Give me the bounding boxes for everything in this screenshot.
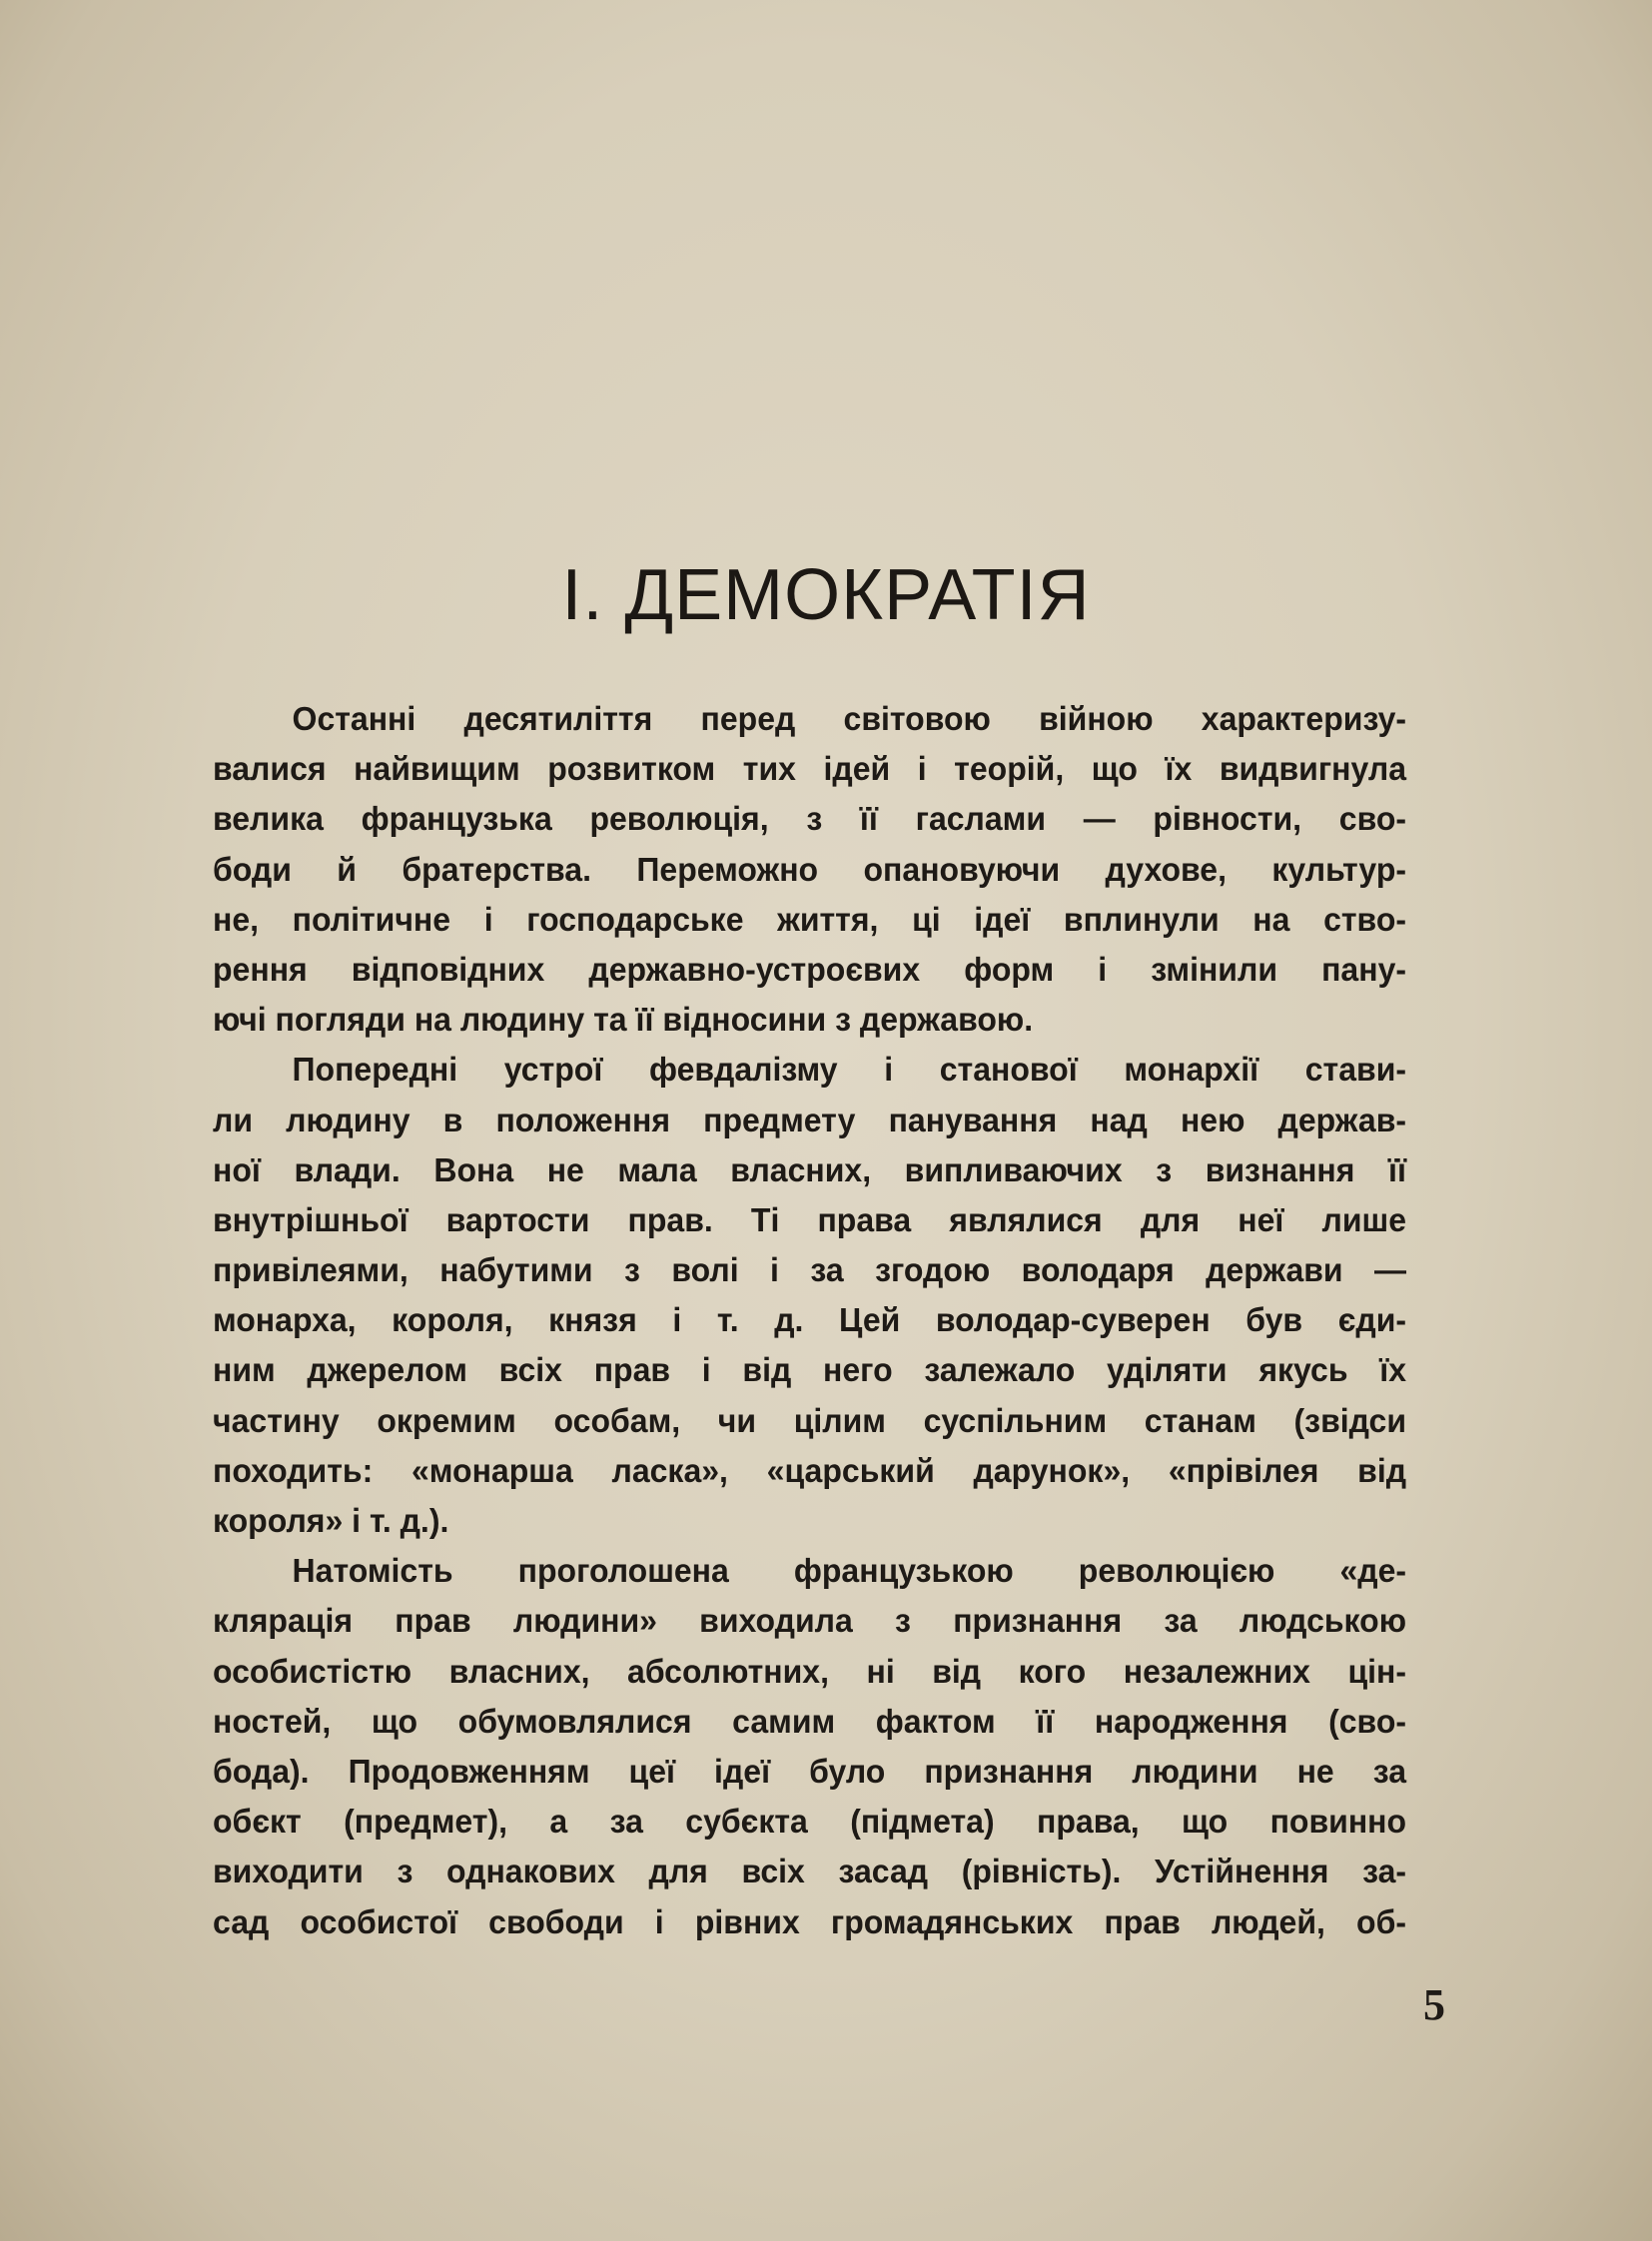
text-line: монарха, короля, князя і т. д. Цей володар-суверен був єди- [213,1301,1407,1339]
text-line: виходити з однакових для всіх засад (рівність). Устійнення за- [213,1853,1407,1890]
text-line: ли людину в положення предмету панування над нею держав- [213,1101,1407,1138]
text-line: ним джерелом всіх прав і від него залежало уділяти якусь їх [213,1351,1407,1389]
text-line: Попередні устрої февдалізму і станової монархії стави- [292,1051,1407,1089]
text-line: частину окремим особам, чи цілим суспільним станам (звідси [213,1401,1407,1439]
chapter-title: I. ДЕМОКРАТІЯ [561,555,1091,635]
text-line: походить: «монарша ласка», «царський дарунок», «прівілея від [213,1451,1407,1489]
text-line: короля» і т. д.). [213,1502,449,1539]
text-line: внутрішньої вартости прав. Ті права являлися для неї лише [213,1200,1407,1238]
text-line: особистістю власних, абсолютних, ні від кого незалежних цін- [213,1652,1407,1690]
text-line: сад особистої свободи і рівних громадянських прав людей, об- [213,1902,1407,1940]
text-line: клярація прав людини» виходила з признання за людською [213,1602,1407,1640]
text-line: бода). Продовженням цеї ідеї було признання людини не за [213,1752,1407,1790]
text-line: привілеями, набутими з волі і за згодою володаря держави — [213,1251,1407,1289]
text-line: обєкт (предмет), а за субєкта (підмета) права, що повинно [213,1803,1407,1841]
text-line: велика французька революція, з її гаслами — рівности, сво- [213,800,1407,838]
text-line: Натомість проголошена французькою революцією «де- [292,1552,1407,1590]
text-line: Останні десятиліття перед світовою війною характеризу- [292,700,1407,737]
page-number: 5 [1423,1980,1445,2029]
text-line: ної влади. Вона не мала власних, випливаючих з визнання її [213,1150,1407,1188]
text-line: ностей, що обумовлялися самим фактом її народження (сво- [213,1702,1407,1740]
text-line: не, політичне і господарське життя, ці ідеї вплинули на ство- [213,900,1407,938]
body-text [213,694,1443,1947]
text-line: валися найвищим розвитком тих ідей і теорій, що їх видвигнула [213,750,1407,788]
text-line: рення відповідних державно-устроєвих форм і змінили пану- [213,950,1407,988]
text-line: ючі погляди на людину та її відносини з державою. [213,1001,1034,1039]
text-line: боди й братерства. Переможно опановуючи духове, культур- [213,850,1407,888]
